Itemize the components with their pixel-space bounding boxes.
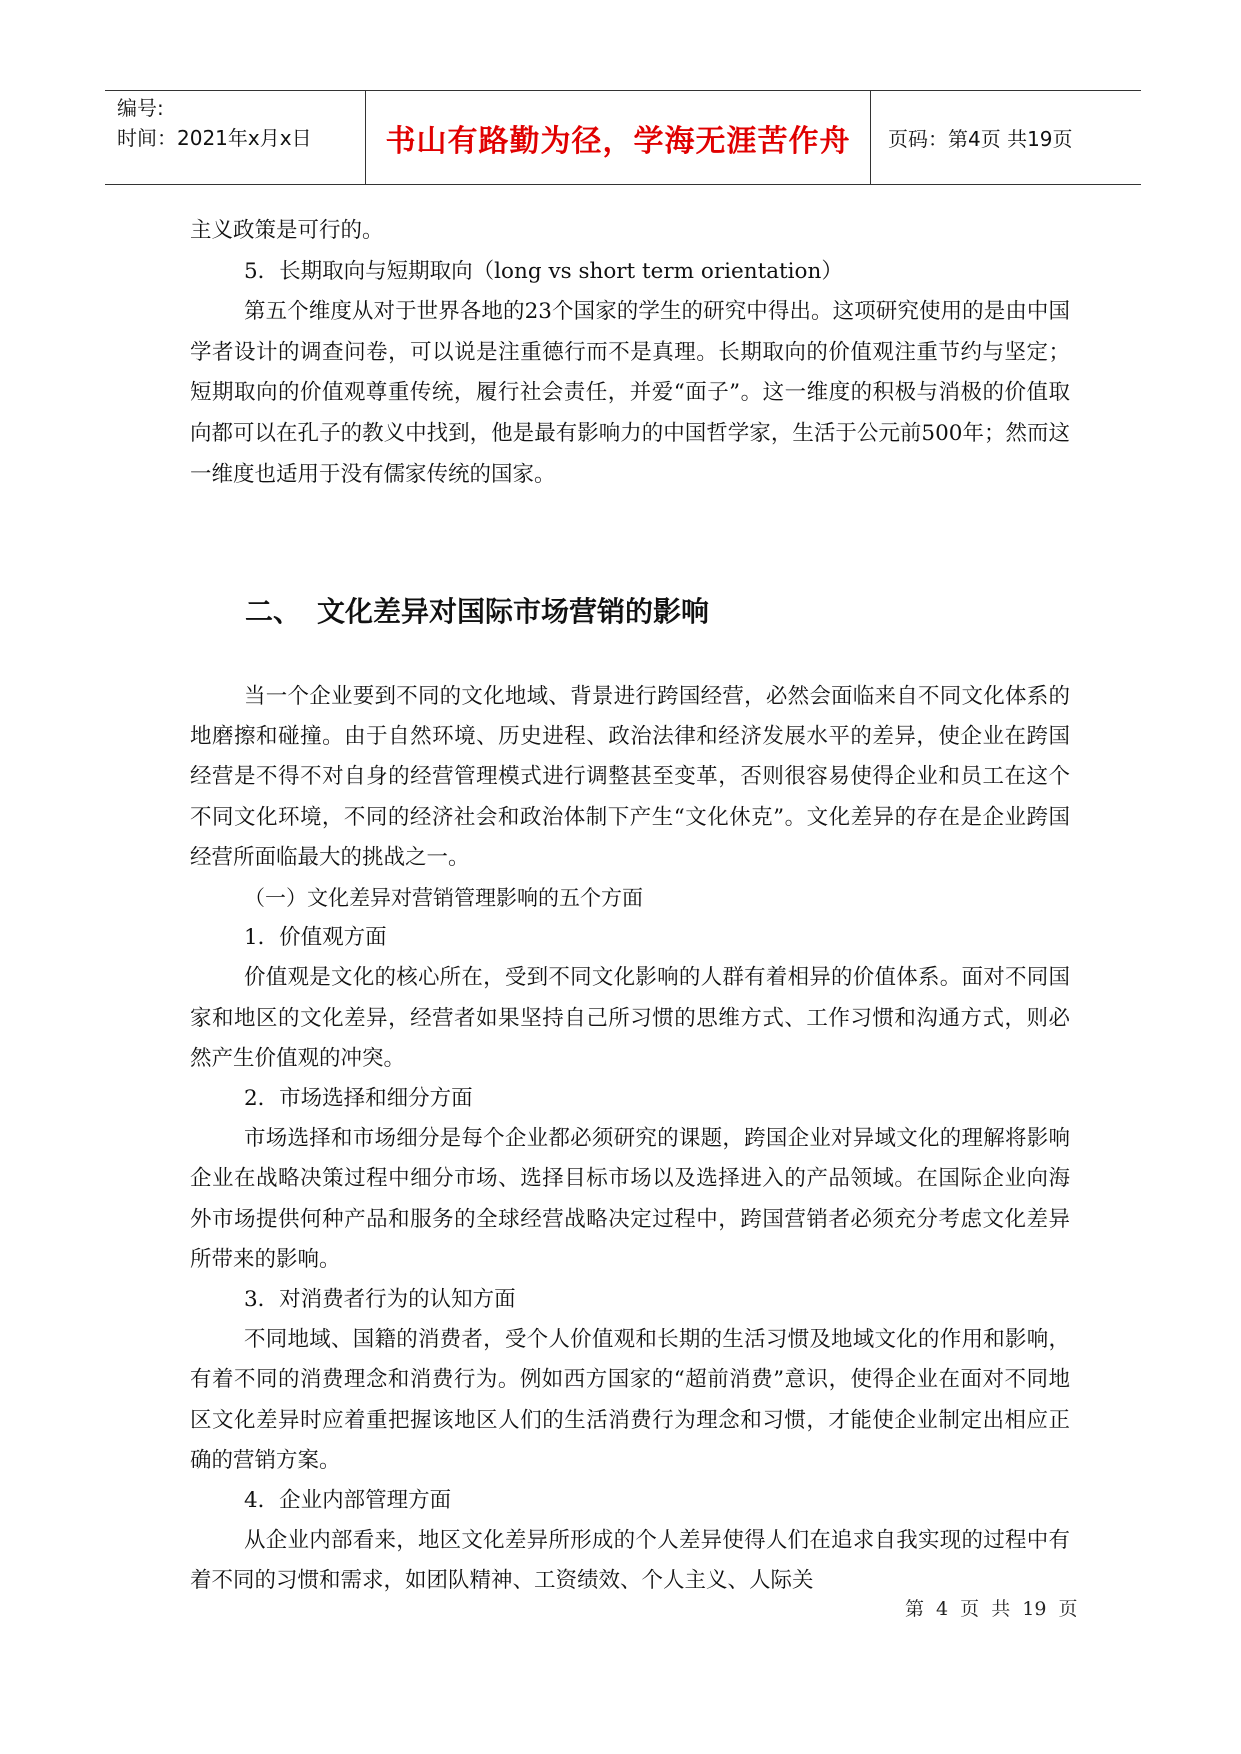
header-motto: 书山有路勤为径，学海无涯苦作舟 xyxy=(385,123,851,159)
header-divider xyxy=(365,91,366,184)
item-title: 4．企业内部管理方面 xyxy=(244,1488,452,1514)
section-title: 文化差异对国际市场营销的影响 xyxy=(317,595,710,628)
header-time-label: 时间：2021年x月x日 xyxy=(117,126,312,150)
page-header-table xyxy=(105,90,1141,185)
section-number: 二、 xyxy=(245,595,302,628)
paragraph: 市场选择和市场细分是每个企业都必须研究的课题，跨国企业对异域文化的理解将影响企业在战略决策过程中细分市场、选择目标市场以及选择进入的产品领域。在国际企业向海外市场提供何种产品和服务的全球经营战略决定过程中，跨国营销者必须充分考虑文化差异所带来的影响。 xyxy=(190,1126,1070,1272)
header-meta xyxy=(117,93,312,153)
subsection-title: （一）文化差异对营销管理影响的五个方面 xyxy=(244,886,643,911)
paragraph: 第五个维度从对于世界各地的23个国家的学生的研究中得出。这项研究使用的是由中国学者设计的调查问卷，可以说是注重德行而不是真理。长期取向的价值观注重节约与坚定；短期取向的价值观尊重传统，履行社会责任，并爱“面子”。这一维度的积极与消极的价值取向都可以在孔子的教义中找到，他是最有影响力的中国哲学家，生活于公元前500年；然而这一维度也适用于没有儒家传统的国家。 xyxy=(190,299,1070,487)
paragraph: 主义政策是可行的。 xyxy=(190,218,384,243)
item-title: 5．长期取向与短期取向（long vs short term orientation） xyxy=(244,258,843,284)
header-code-label: 编号: xyxy=(117,96,164,120)
paragraph: 不同地域、国籍的消费者，受个人价值观和长期的生活习惯及地域文化的作用和影响，有着不同的消费理念和消费行为。例如西方国家的“超前消费”意识，使得企业在面对不同地区文化差异时应着重把握该地区人们的生活消费行为理念和习惯，才能使企业制定出相应正确的营销方案。 xyxy=(190,1327,1070,1473)
header-divider xyxy=(870,91,871,184)
item-title: 2．市场选择和细分方面 xyxy=(244,1086,473,1112)
paragraph: 价值观是文化的核心所在，受到不同文化影响的人群有着相异的价值体系。面对不同国家和地区的文化差异，经营者如果坚持自己所习惯的思维方式、工作习惯和沟通方式，则必然产生价值观的冲突。 xyxy=(190,965,1070,1071)
paragraph: 从企业内部看来，地区文化差异所形成的个人差异使得人们在追求自我实现的过程中有着不同的习惯和需求，如团队精神、工资绩效、个人主义、人际关 xyxy=(190,1528,1070,1594)
paragraph: 当一个企业要到不同的文化地域、背景进行跨国经营，必然会面临来自不同文化体系的地磨擦和碰撞。由于自然环境、历史进程、政治法律和经济发展水平的差异，使企业在跨国经营是不得不对自身的经营管理模式进行调整甚至变革，否则很容易使得企业和员工在这个不同文化环境，不同的经济社会和政治体制下产生“文化休克”。文化差异的存在是企业跨国经营所面临最大的挑战之一。 xyxy=(190,684,1070,870)
item-title: 3．对消费者行为的认知方面 xyxy=(244,1287,516,1313)
section-heading xyxy=(245,592,709,632)
page-footer: 第 4 页 共 19 页 xyxy=(905,1598,1078,1620)
section-body xyxy=(190,677,1070,1602)
item-title: 1．价值观方面 xyxy=(244,925,387,951)
prev-section xyxy=(190,211,1070,495)
header-page-info: 页码：第4页 共19页 xyxy=(888,127,1073,151)
